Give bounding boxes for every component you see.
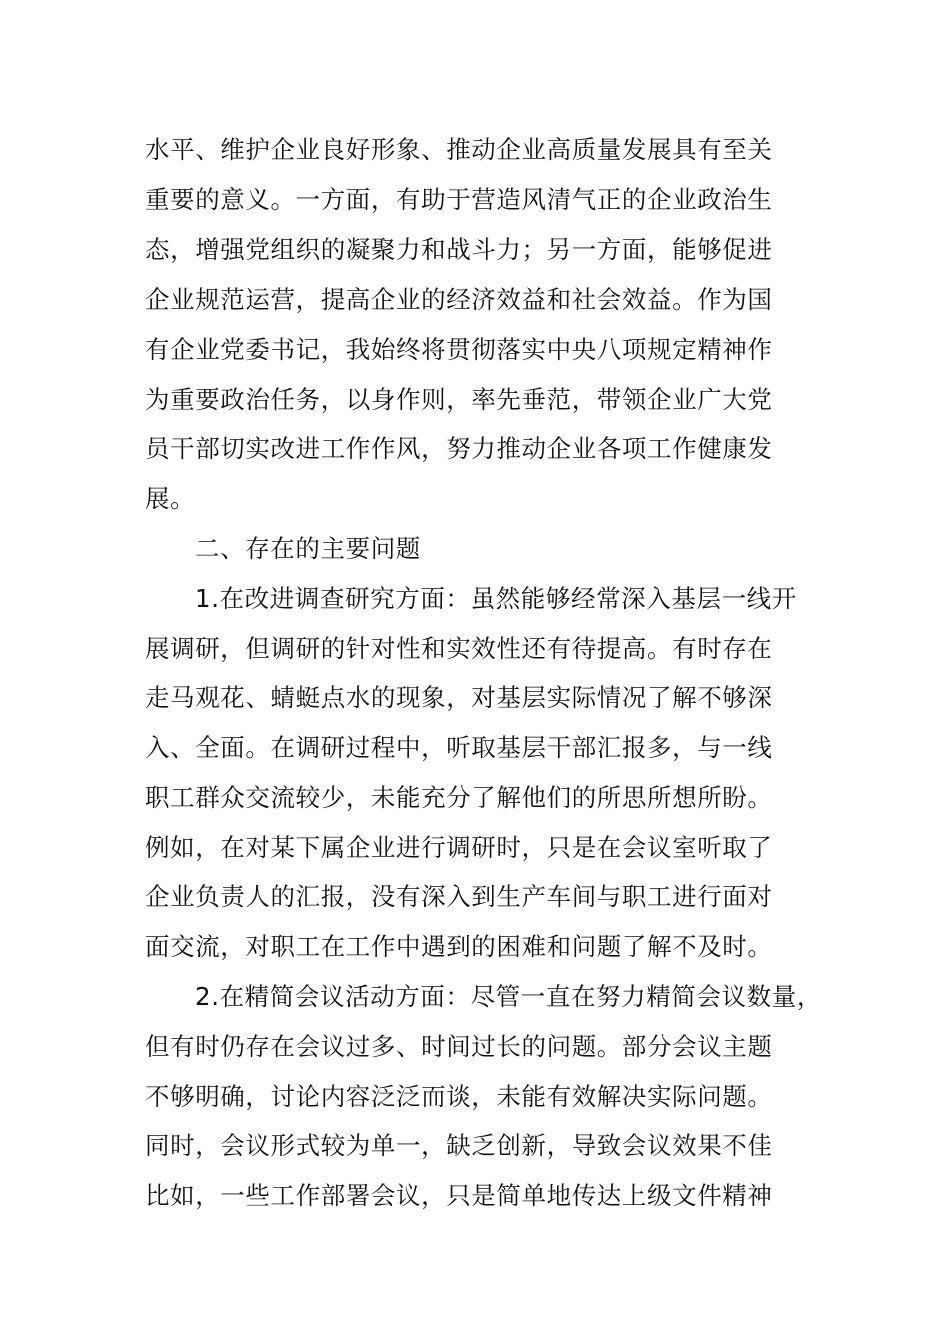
text-line: 企业负责人的汇报，没有深入到生产车间与职工进行面对 (145, 882, 773, 911)
text-line: 走马观花、蜻蜓点水的现象，对基层实际情况了解不够深 (145, 683, 773, 712)
text-line: 1.在改进调查研究方面：虽然能够经常深入基层一线开 (195, 584, 797, 613)
text-line: 企业规范运营，提高企业的经济效益和社会效益。作为国 (145, 285, 773, 314)
text-line: 态，增强党组织的凝聚力和战斗力；另一方面，能够促进 (145, 235, 773, 264)
text-line: 但有时仍存在会议过多、时间过长的问题。部分会议主题 (145, 1032, 773, 1061)
text-line: 不够明确，讨论内容泛泛而谈，未能有效解决实际问题。 (145, 1082, 773, 1111)
text-line: 入、全面。在调研过程中，听取基层干部汇报多，与一线 (145, 733, 773, 762)
text-line: 展调研，但调研的针对性和实效性还有待提高。有时存在 (145, 634, 773, 663)
text-line: 职工群众交流较少，未能充分了解他们的所思所想所盼。 (145, 783, 773, 812)
text-line: 为重要政治任务，以身作则，率先垂范，带领企业广大党 (145, 385, 773, 414)
text-line: 有企业党委书记，我始终将贯彻落实中央八项规定精神作 (145, 335, 773, 364)
text-line: 例如，在对某下属企业进行调研时，只是在会议室听取了 (145, 833, 773, 862)
text-line: 同时，会议形式较为单一，缺乏创新，导致会议效果不佳 (145, 1131, 773, 1160)
text-line: 2.在精简会议活动方面：尽管一直在努力精简会议数量， (195, 982, 822, 1011)
text-line: 展。 (145, 484, 196, 513)
text-line: 比如，一些工作部署会议，只是简单地传达上级文件精神 (145, 1181, 773, 1210)
text-line: 面交流，对职工在工作中遇到的困难和问题了解不及时。 (145, 932, 773, 961)
text-line: 水平、维护企业良好形象、推动企业高质量发展具有至关 (145, 135, 773, 164)
text-line: 员干部切实改进工作作风，努力推动企业各项工作健康发 (145, 434, 773, 463)
section-heading: 二、存在的主要问题 (195, 534, 421, 563)
text-line: 重要的意义。一方面，有助于营造风清气正的企业政治生 (145, 185, 773, 214)
